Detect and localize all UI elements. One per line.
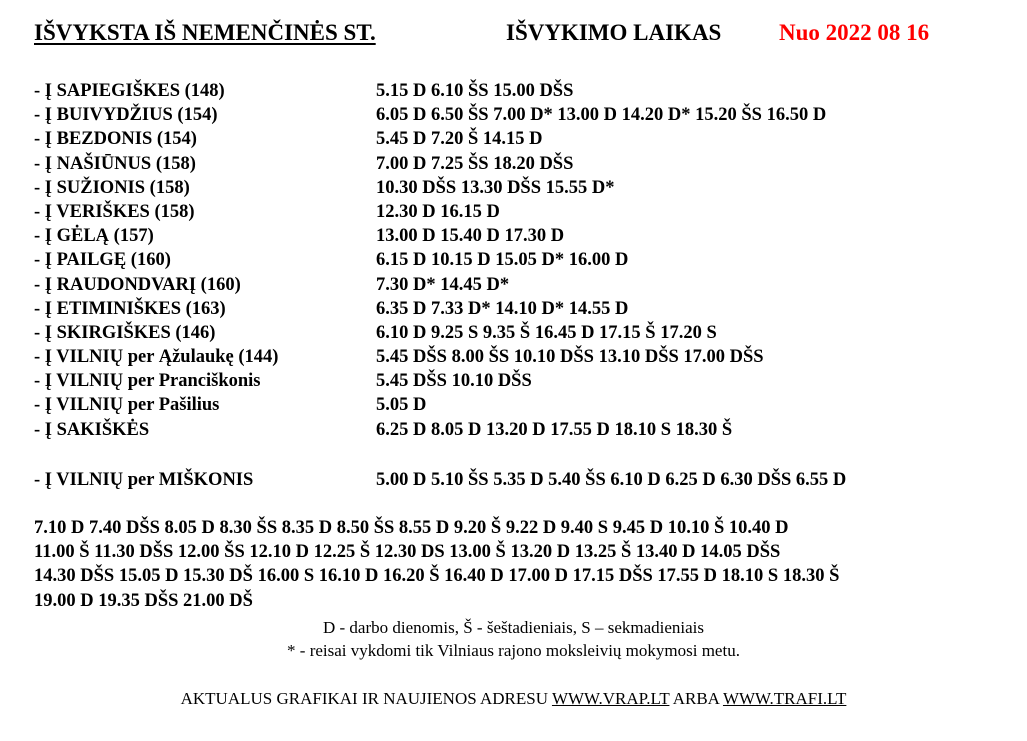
route-row: [34, 393, 994, 417]
route-times: 12.30 D 16.15 D: [376, 201, 500, 222]
route-times: 5.00 D 5.10 ŠS 5.35 D 5.40 ŠS 6.10 D 6.25 D 6.30 DŠS 6.55 D: [376, 470, 847, 490]
route-destination: - Į VILNIŲ per MIŠKONIS: [34, 470, 254, 490]
miskonis-route-row: [34, 468, 994, 493]
footer-middle: ARBA: [669, 689, 723, 708]
departure-station-title: IŠVYKSTA IŠ NEMENČINĖS ST.: [34, 20, 376, 45]
route-row: [34, 79, 994, 103]
departure-time-label: IŠVYKIMO LAIKAS: [506, 20, 722, 45]
legend-asterisk-note: * - reisai vykdomi tik Vilniaus rajono moksleivių mokymosi metu.: [287, 641, 740, 660]
route-row: [34, 273, 994, 297]
route-row: [34, 103, 994, 127]
route-times: 5.15 D 6.10 ŠS 15.00 DŠS: [376, 81, 574, 101]
route-destination: - Į VILNIŲ per Pašilius: [34, 395, 220, 416]
route-destination: - Į BEZDONIS (154): [34, 129, 197, 150]
route-row: [34, 200, 994, 224]
times-line: 7.10 D 7.40 DŠS 8.05 D 8.30 ŠS 8.35 D 8.50 ŠS 8.55 D 9.20 Š 9.22 D 9.40 S 9.45 D 10.10 Š 10.40 D: [34, 518, 789, 538]
route-destination: - Į GĖLĄ (157): [34, 226, 154, 247]
route-times: 6.15 D 10.15 D 15.05 D* 16.00 D: [376, 250, 629, 271]
times-line: 14.30 DŠS 15.05 D 15.30 DŠ 16.00 S 16.10 D 16.20 Š 16.40 D 17.00 D 17.15 DŠS 17.55 D 18.10 S 18.30 Š: [34, 566, 840, 587]
route-destination: - Į SKIRGIŠKES (146): [34, 322, 216, 343]
route-row: [34, 224, 994, 248]
timetable-header: [34, 18, 994, 48]
footer: [0, 688, 1027, 710]
route-row: [34, 176, 994, 200]
route-times: 6.25 D 8.05 D 13.20 D 17.55 D 18.10 S 18.30 Š: [376, 419, 733, 440]
route-destination: - Į RAUDONDVARĮ (160): [34, 274, 241, 295]
route-destination: - Į SUŽIONIS (158): [34, 177, 190, 198]
route-row: [34, 152, 994, 176]
route-times: 5.45 D 7.20 Š 14.15 D: [376, 129, 543, 150]
times-line: 11.00 Š 11.30 DŠS 12.00 ŠS 12.10 D 12.25 Š 12.30 DS 13.00 Š 13.20 D 13.25 Š 13.40 D 14.05 DŠS: [34, 542, 781, 563]
route-times: 13.00 D 15.40 D 17.30 D: [376, 226, 565, 247]
route-row: [34, 321, 994, 345]
route-times: 6.10 D 9.25 S 9.35 Š 16.45 D 17.15 Š 17.20 S: [376, 322, 717, 343]
times-line: 19.00 D 19.35 DŠS 21.00 DŠ: [34, 590, 253, 611]
route-times: 7.30 D* 14.45 D*: [376, 274, 510, 295]
route-destination: - Į PAILGĘ (160): [34, 250, 171, 271]
vrap-link[interactable]: WWW.VRAP.LT: [551, 689, 670, 708]
route-destination: - Į SAKIŠKĖS: [34, 419, 150, 440]
route-times: 10.30 DŠS 13.30 DŠS 15.55 D*: [376, 177, 615, 198]
route-times: 7.00 D 7.25 ŠS 18.20 DŠS: [376, 153, 574, 174]
route-destination: - Į NAŠIŪNUS (158): [34, 153, 196, 174]
route-times: 6.05 D 6.50 ŠS 7.00 D* 13.00 D 14.20 D* 15.20 ŠS 16.50 D: [376, 105, 827, 126]
route-times: 5.45 DŠS 10.10 DŠS: [376, 371, 532, 392]
route-row: [34, 418, 994, 442]
footer-prefix: AKTUALUS GRAFIKAI IR NAUJIENOS ADRESU: [180, 689, 552, 708]
route-row: [34, 345, 994, 369]
routes-list: [34, 79, 994, 442]
route-times: 6.35 D 7.33 D* 14.10 D* 14.55 D: [376, 298, 629, 319]
route-destination: - Į SAPIEGIŠKES (148): [34, 81, 225, 101]
route-destination: - Į VILNIŲ per Pranciškonis: [34, 371, 261, 392]
route-row: [34, 297, 994, 321]
valid-from-date: Nuo 2022 08 16: [779, 20, 930, 45]
miskonis-times-continuation: [34, 516, 994, 613]
trafi-link[interactable]: WWW.TRAFI.LT: [722, 689, 847, 708]
legend: [0, 616, 1027, 662]
route-times: 5.45 DŠS 8.00 ŠS 10.10 DŠS 13.10 DŠS 17.00 DŠS: [376, 347, 764, 368]
route-row: [34, 248, 994, 272]
route-row: [34, 127, 994, 151]
route-destination: - Į VILNIŲ per Ąžulaukę (144): [34, 347, 279, 368]
route-times: 5.05 D: [376, 395, 427, 416]
route-row: [34, 369, 994, 393]
legend-day-codes: D - darbo dienomis, Š - šeštadieniais, S – sekmadieniais: [322, 618, 705, 637]
route-destination: - Į ETIMINIŠKES (163): [34, 298, 226, 319]
route-destination: - Į BUIVYDŽIUS (154): [34, 105, 218, 126]
route-destination: - Į VERIŠKES (158): [34, 201, 195, 222]
